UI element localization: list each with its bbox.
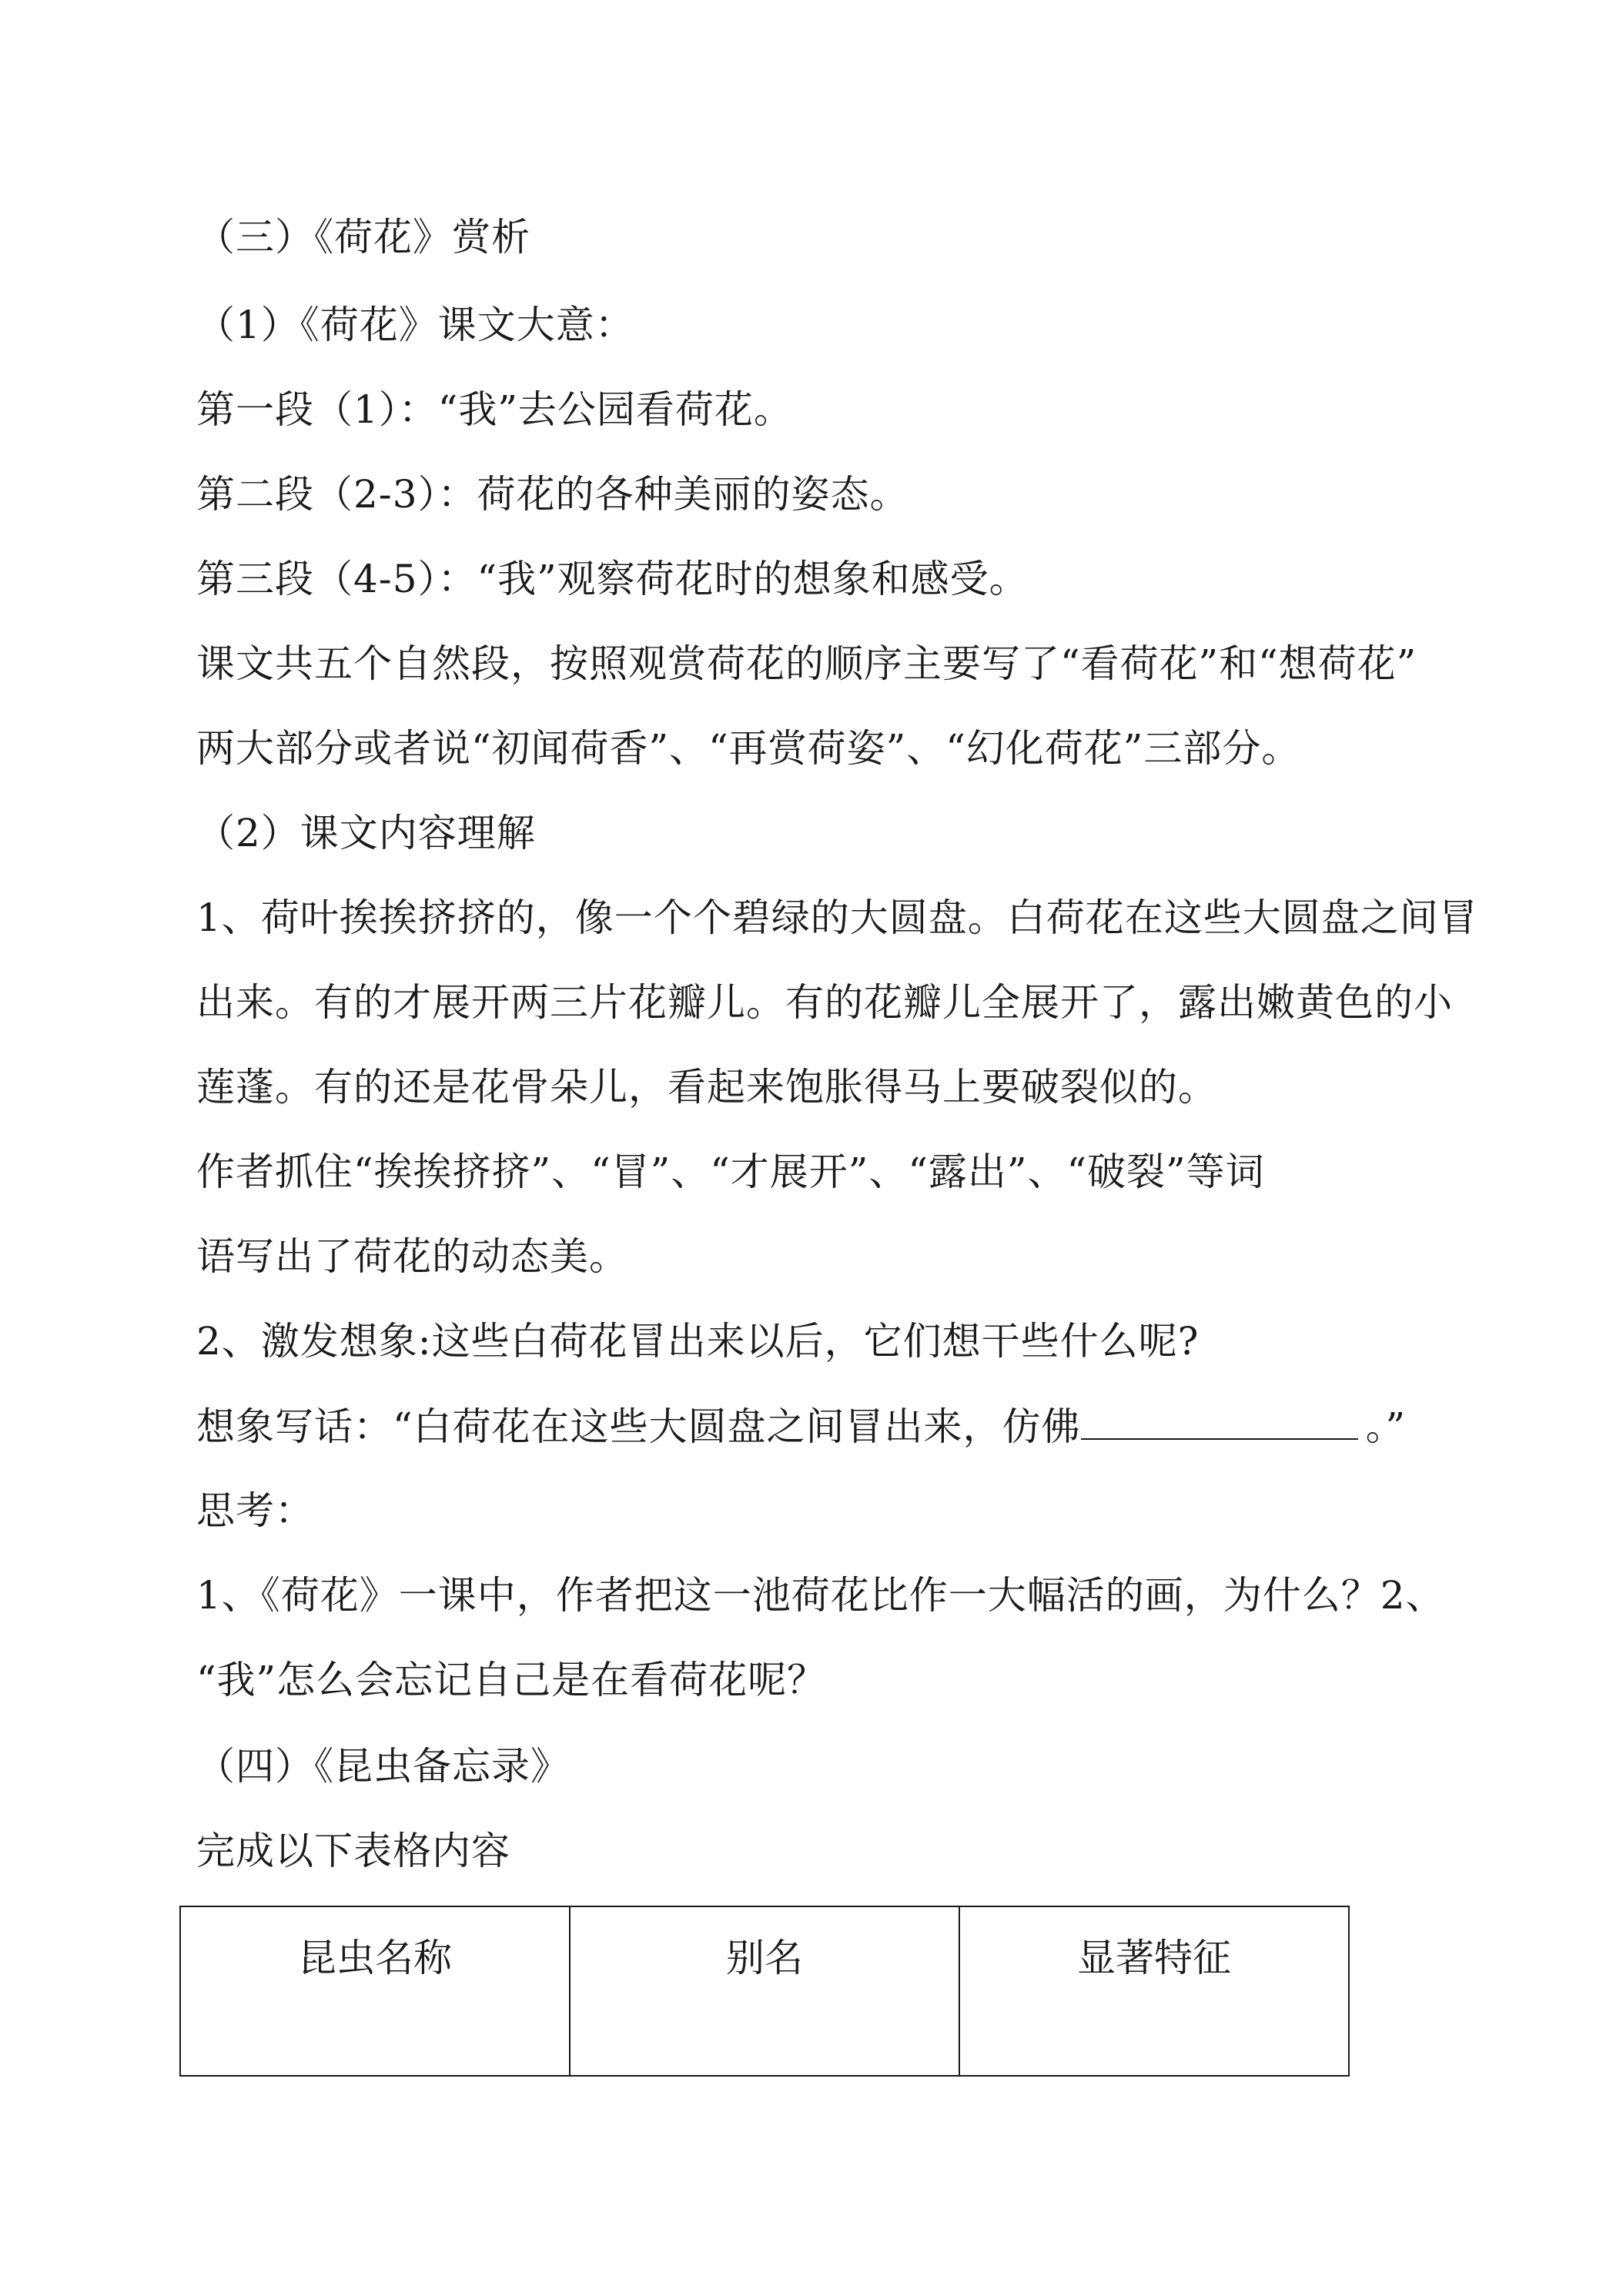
think-line-2: “我”怎么会忘记自己是在看荷花呢？	[196, 1658, 827, 1702]
note-line-2: 语写出了荷花的动态美。	[196, 1234, 628, 1279]
summary-line-1: 课文共五个自然段，按照观赏荷花的顺序主要写了“看荷花”和“想荷花”	[196, 641, 1417, 686]
think-line-1: 1、《荷花》一课中，作者把这一池荷花比作一大幅活的画，为什么？2、	[196, 1573, 1445, 1618]
table-instruction: 完成以下表格内容	[196, 1829, 510, 1873]
item1-line-3: 莲蓬。有的还是花骨朵儿，看起来饱胀得马上要破裂似的。	[196, 1065, 1217, 1110]
table-header-alias: 别名	[570, 1906, 959, 2076]
paragraph-3-summary: 第三段（4-5）：“我”观察荷花时的想象和感受。	[196, 557, 1029, 601]
section4-heading: （四）《昆虫备忘录》	[196, 1744, 570, 1789]
item1-line-2: 出来。有的才展开两三片花瓣儿。有的花瓣儿全展开了，露出嫩黄色的小	[196, 980, 1453, 1025]
think-label: 思考：	[196, 1488, 314, 1533]
paragraph-1-summary: 第一段（1）：“我”去公园看荷花。	[196, 387, 793, 432]
writing-blank[interactable]	[1081, 1403, 1358, 1440]
item1-line-1: 1、荷叶挨挨挤挤的，像一个个碧绿的大圆盘。白荷花在这些大圆盘之间冒	[196, 895, 1478, 940]
section3-sub2: （2）课文内容理解	[196, 811, 536, 855]
paragraph-2-summary: 第二段（2-3）：荷花的各种美丽的姿态。	[196, 472, 909, 517]
section3-heading: （三）《荷花》赏析	[196, 215, 530, 259]
item2-question: 2、激发想象:这些白荷花冒出来以后，它们想干些什么呢?	[196, 1319, 1200, 1364]
section3-sub1: （1）《荷花》课文大意：	[196, 303, 634, 347]
note-line-1: 作者抓住“挨挨挤挤”、“冒”、“才展开”、“露出”、“破裂”等词	[196, 1150, 1265, 1194]
table-header-features: 显著特征	[959, 1906, 1349, 2076]
writing-prompt-prefix: 想象写话：“白荷花在这些大圆盘之间冒出来，仿佛	[196, 1404, 1081, 1449]
writing-prompt-suffix: 。”	[1365, 1404, 1407, 1449]
table-header-insect-name: 昆虫名称	[180, 1906, 570, 2076]
summary-line-2: 两大部分或者说“初闻荷香”、“再赏荷姿”、“幻化荷花”三部分。	[196, 726, 1301, 771]
insect-table	[179, 1906, 1350, 2077]
writing-prompt	[196, 1403, 1406, 1450]
table-row	[180, 1906, 1349, 2076]
